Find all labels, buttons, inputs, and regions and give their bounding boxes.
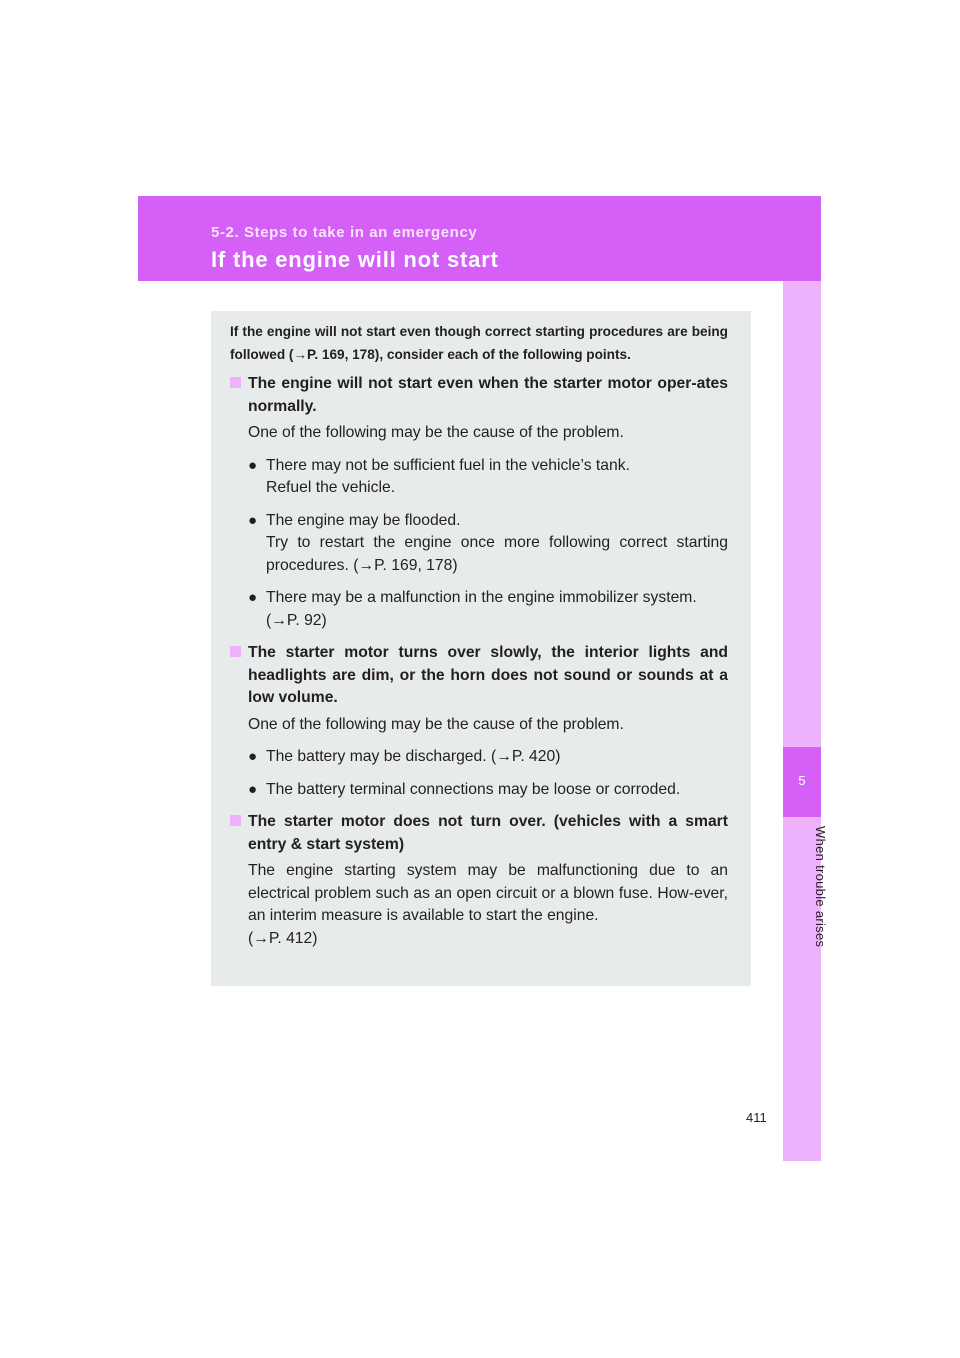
section-label: 5-2. Steps to take in an emergency <box>211 224 478 241</box>
bullet-dot-icon: ● <box>248 748 258 765</box>
chapter-number: 5 <box>798 773 806 788</box>
bullet-text: The battery terminal connections may be loose or corroded. <box>266 780 681 798</box>
page-reference[interactable]: (→P. 412) <box>248 929 318 947</box>
chapter-side-tab[interactable] <box>783 281 828 1161</box>
square-marker-icon <box>230 646 241 657</box>
intro-text: If the engine will not start even though correct starting procedures are being followed (→P. 169, 178), consider each of the following points. <box>230 324 728 362</box>
topic-heading: The starter motor does not turn over. (vehicles with a smart entry & start system) <box>248 813 728 853</box>
bullet-dot-icon: ● <box>248 589 258 606</box>
list-item <box>248 779 728 802</box>
square-marker-icon <box>230 815 241 826</box>
topic-engine-not-start <box>230 373 728 632</box>
topic-starter-slow <box>230 642 728 801</box>
topic-description: One of the following may be the cause of the problem. <box>248 424 624 441</box>
list-item <box>248 455 728 500</box>
bullet-remedy: Try to restart the engine once more following correct starting procedures. (→P. 169, 178) <box>266 534 728 574</box>
page-number: 411 <box>746 1110 767 1125</box>
bullet-text: The battery may be discharged. (→P. 420) <box>266 748 561 765</box>
bullet-text: The engine may be flooded. <box>266 511 461 529</box>
bullet-remedy: Refuel the vehicle. <box>266 479 396 496</box>
bullet-dot-icon: ● <box>248 780 258 798</box>
bullet-dot-icon: ● <box>248 511 258 529</box>
topic-description: The engine starting system may be malfunctioning due to an electrical problem such as an open circuit or a blown fuse. How-ever, an interim measure is available to start the engine. <box>248 862 728 924</box>
chapter-number-box <box>783 747 821 817</box>
list-item <box>248 587 728 632</box>
topic-starter-not-turn <box>230 811 728 950</box>
square-marker-icon <box>230 377 241 388</box>
list-item <box>248 746 728 769</box>
page-title: If the engine will not start <box>211 247 499 272</box>
list-item <box>248 510 728 578</box>
bullet-remedy: (→P. 92) <box>266 611 327 629</box>
content-box <box>211 311 751 986</box>
bullet-dot-icon: ● <box>248 456 258 474</box>
topic-description: One of the following may be the cause of the problem. <box>248 715 624 733</box>
bullet-text: There may not be sufficient fuel in the vehicle’s tank. <box>266 456 630 474</box>
header-band <box>138 196 821 281</box>
chapter-title: When trouble arises <box>813 826 828 948</box>
topic-heading: The engine will not start even when the starter motor oper-ates normally. <box>248 375 728 415</box>
topic-heading: The starter motor turns over slowly, the interior lights and headlights are dim, or the horn does not sound or sounds at a low volume. <box>248 644 728 706</box>
bullet-text: There may be a malfunction in the engine immobilizer system. <box>266 589 697 606</box>
